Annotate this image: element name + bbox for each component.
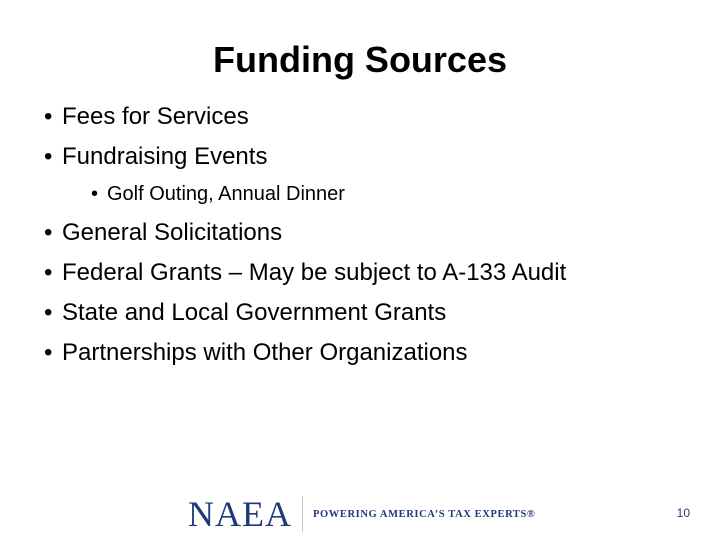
bullet-marker: •: [44, 299, 53, 326]
slide-title: Funding Sources: [212, 39, 507, 80]
logo-wordmark: NAEA: [188, 494, 292, 534]
bullet-item: [44, 258, 566, 288]
bullet-text: State and Local Government Grants: [62, 299, 447, 326]
bullet-text: Federal Grants – May be subject to A-133 Audit: [62, 259, 567, 286]
bullet-item: [44, 338, 468, 368]
bullet-item: [44, 298, 446, 328]
bullet-item: [44, 218, 282, 248]
bullet-item: [44, 102, 249, 132]
bullet-text: General Solicitations: [62, 219, 283, 246]
page-number: 10: [676, 506, 690, 520]
bullet-text: Fundraising Events: [62, 143, 268, 170]
bullet-marker: •: [44, 339, 53, 366]
sub-bullet-marker: •: [91, 183, 99, 205]
logo-tagline: POWERING AMERICA’S TAX EXPERTS®: [312, 508, 536, 520]
bullet-marker: •: [44, 103, 53, 130]
bullet-item: [44, 142, 267, 172]
bullet-text: Fees for Services: [62, 103, 249, 130]
bullet-text: Partnerships with Other Organizations: [62, 339, 468, 366]
bullet-marker: •: [44, 219, 53, 246]
bullet-marker: •: [44, 143, 53, 170]
bullet-marker: •: [44, 259, 53, 286]
naea-logo: [188, 494, 535, 534]
sub-bullet-item: [91, 181, 345, 207]
logo-divider: [302, 496, 303, 532]
sub-bullet-text: Golf Outing, Annual Dinner: [107, 183, 345, 205]
